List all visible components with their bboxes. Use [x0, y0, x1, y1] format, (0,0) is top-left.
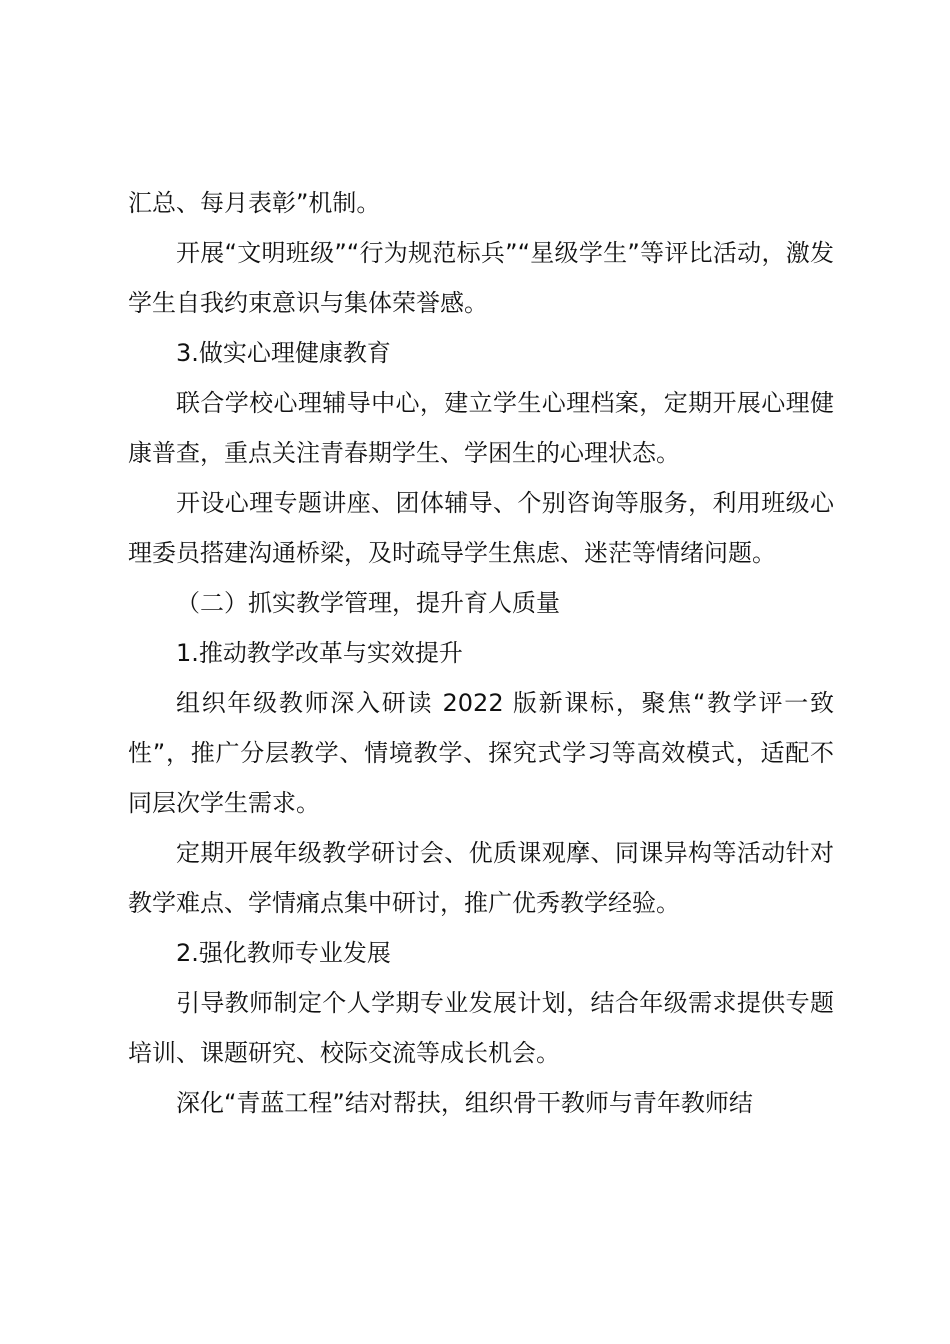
paragraph: 深化“青蓝工程”结对帮扶，组织骨干教师与青年教师结 — [176, 1089, 753, 1117]
paragraph: 定期开展年级教学研讨会、优质课观摩、同课异构等活动针对教学难点、学情痛点集中研讨，推广优秀教学经验。 — [128, 839, 834, 917]
paragraph: 2.强化教师专业发展 — [176, 939, 391, 967]
paragraph: 开展“文明班级”“行为规范标兵”“星级学生”等评比活动，激发学生自我约束意识与集体荣誉感。 — [128, 239, 834, 317]
paragraph: 引导教师制定个人学期专业发展计划，结合年级需求提供专题培训、课题研究、校际交流等成长机会。 — [128, 989, 834, 1067]
paragraph: 开设心理专题讲座、团体辅导、个别咨询等服务，利用班级心理委员搭建沟通桥梁，及时疏导学生焦虑、迷茫等情绪问题。 — [128, 489, 834, 567]
paragraph: 1.推动教学改革与实效提升 — [176, 639, 463, 667]
document-body — [128, 178, 834, 1128]
paragraph: 组织年级教师深入研读 2022 版新课标，聚焦“教学评一致性”，推广分层教学、情境教学、探究式学习等高效模式，适配不同层次学生需求。 — [128, 689, 834, 817]
paragraph: 联合学校心理辅导中心，建立学生心理档案，定期开展心理健康普查，重点关注青春期学生、学困生的心理状态。 — [128, 389, 834, 467]
paragraph: （二）抓实教学管理，提升育人质量 — [176, 589, 560, 617]
paragraph: 3.做实心理健康教育 — [176, 339, 391, 367]
paragraph: 汇总、每月表彰”机制。 — [128, 189, 381, 217]
